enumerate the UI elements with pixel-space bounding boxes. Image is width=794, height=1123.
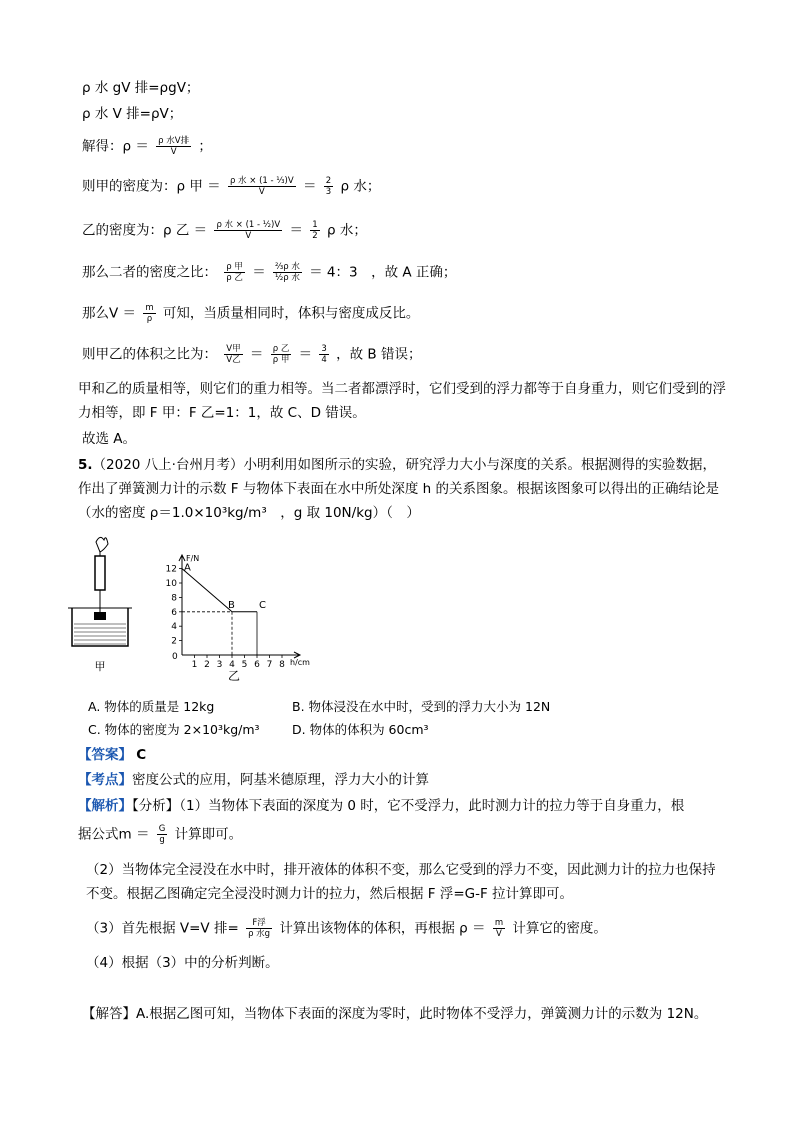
experiment-figure — [60, 530, 330, 685]
formula-text: 那么二者的密度之比： — [82, 264, 217, 281]
formula-text: 据公式m ＝ — [78, 826, 150, 843]
analysis-line-3 — [86, 918, 607, 939]
formula-text: 解得：ρ ＝ — [82, 138, 149, 155]
x-tick-label: 1 — [191, 660, 198, 670]
kaodian-label: 【考点】 — [78, 772, 132, 788]
formula-line-5 — [82, 220, 367, 241]
fraction-numerator: 3 — [321, 344, 327, 354]
fraction-denominator: ρ — [146, 314, 153, 324]
formula-text: 那么V ＝ — [82, 305, 137, 322]
fraction-numerator: 2 — [325, 176, 332, 186]
y-tick-label: 4 — [171, 622, 177, 633]
fraction-denominator: g — [159, 835, 165, 845]
x-tick-label: 3 — [216, 660, 223, 670]
fraction-denominator: V — [496, 929, 502, 939]
point-label-c: C — [259, 599, 266, 611]
fraction-denominator: ρ 乙 — [226, 273, 243, 283]
y-tick-label: 10 — [165, 579, 177, 589]
formula-line-3 — [82, 136, 212, 157]
y-tick-label: 8 — [171, 593, 177, 604]
fraction-numerator: V甲 — [226, 344, 241, 354]
fraction-denominator: V — [245, 231, 252, 241]
fraction — [157, 824, 168, 845]
formula-line-7 — [82, 303, 419, 324]
formula-line-2: ρ 水 V 排=ρV； — [82, 106, 183, 122]
figure-label-right: 乙 — [227, 669, 241, 683]
formula-text: 计算它的密度。 — [512, 920, 607, 937]
formula-text: ＝ — [298, 346, 313, 363]
formula-text: ＝ — [302, 178, 317, 195]
formula-text: 乙的密度为：ρ 乙 ＝ — [82, 222, 208, 239]
fraction — [324, 176, 333, 197]
option-b: B. 物体浸没在水中时，受到的浮力大小为 12N — [292, 699, 551, 714]
x-tick-label: 6 — [254, 660, 260, 670]
kaodian-line — [78, 770, 429, 790]
formula-line-6 — [82, 262, 456, 283]
fraction-numerator: F浮 — [246, 918, 272, 929]
fraction-numerator: ρ 水 × (1 - ½)V — [216, 220, 281, 230]
question-number: 5. — [78, 457, 93, 473]
force-depth-graph — [166, 554, 311, 670]
x-axis-label: h/cm — [290, 658, 310, 667]
x-tick-label: 5 — [241, 660, 248, 670]
analysis-label: 【解析】 — [78, 798, 132, 814]
formula-text: 计算即可。 — [174, 826, 243, 843]
fraction-denominator: V — [258, 187, 265, 197]
analysis-text: 【分析】（1）当物体下表面的深度为 0 时，它不受浮力，此时测力计的拉力等于自身重力，根 — [132, 798, 685, 814]
fraction-denominator: 4 — [321, 355, 327, 365]
formula-text: ＝ — [249, 346, 264, 363]
option-d: D. 物体的体积为 60cm³ — [292, 722, 429, 737]
fraction-numerator: ⅔ρ 水 — [275, 262, 300, 272]
answer-label: 【答案】 — [78, 747, 132, 763]
formula-text: 计算出该物体的体积，再根据 ρ ＝ — [279, 920, 486, 937]
fraction-denominator: ρ 水g — [248, 929, 271, 939]
fraction-numerator: m — [145, 303, 154, 313]
fraction — [143, 303, 155, 324]
fraction — [493, 918, 505, 939]
fraction-denominator: ½ρ 水 — [275, 273, 300, 283]
formula-text: ＝ — [252, 264, 266, 281]
fraction-numerator: G — [158, 824, 166, 834]
fraction — [271, 344, 292, 365]
y-tick-label: 12 — [165, 564, 177, 575]
fraction — [228, 176, 296, 197]
option-c: C. 物体的密度为 2×10³kg/m³ — [88, 722, 260, 737]
x-tick-label: 2 — [204, 660, 210, 670]
analysis-paragraph-2: （2）当物体完全浸没在水中时，排开液体的体积不变，那么它受到的浮力不变，因此测力计的拉力也保持不变。根据乙图确定完全浸没时测力计的拉力，然后根据 F 浮=G-F 拉计算即可。 — [86, 862, 716, 902]
answer-value: C — [136, 747, 147, 763]
formula-text: ＝ — [289, 222, 303, 239]
fraction-numerator: ρ 甲 — [226, 262, 243, 272]
fraction — [224, 262, 245, 283]
conclusion-text: 故选 A。 — [82, 431, 137, 447]
fraction — [319, 344, 328, 365]
fraction — [156, 136, 191, 157]
fraction-denominator: 3 — [325, 187, 332, 197]
fraction — [224, 344, 242, 365]
formula-text: 可知，当质量相同时，体积与密度成反比。 — [162, 305, 420, 322]
option-a: A. 物体的质量是 12kg — [88, 699, 215, 714]
formula-text: ρ 水； — [340, 178, 381, 195]
analysis-line-2 — [78, 824, 242, 845]
fraction-numerator: 1 — [312, 220, 318, 230]
fraction-numerator: ρ 乙 — [272, 344, 290, 354]
fraction-denominator: 2 — [312, 231, 318, 241]
formula-text: ； — [198, 138, 212, 155]
x-tick-label: 7 — [266, 660, 273, 670]
fraction-denominator: V乙 — [226, 355, 241, 365]
formula-text: 则甲乙的体积之比为： — [82, 346, 217, 363]
fraction — [214, 220, 282, 241]
formula-text: ρ 水； — [326, 222, 367, 239]
fraction-numerator: ρ 水V排 — [158, 136, 190, 146]
y-axis-label: F/N — [186, 554, 200, 563]
force-line — [182, 569, 257, 612]
question-5 — [78, 453, 728, 525]
x-tick-label: 4 — [229, 660, 235, 670]
figure-label-left: 甲 — [94, 660, 106, 673]
point-label-b: B — [228, 599, 235, 611]
formula-text: ，故 B 错误； — [336, 346, 422, 363]
kaodian-value: 密度公式的应用，阿基米德原理，浮力大小的计算 — [132, 772, 429, 788]
question-text: 小明利用如图所示的实验，研究浮力大小与深度的关系。根据测得的实验数据，作出了弹簧测力计的示数 F 与物体下表面在水中所处深度 h 的关系图象。根据该图象可以得出的正确结论是（水的密度 ρ＝1.0×10³kg/m³ ，g 取 10N/kg）（ ） — [78, 457, 719, 521]
fraction — [246, 918, 272, 939]
fraction — [310, 220, 319, 241]
analysis-line-1 — [78, 796, 684, 816]
jieda-line: 【解答】A.根据乙图可知，当物体下表面的深度为零时，此时物体不受浮力，弹簧测力计的示数为 12N。 — [82, 1006, 708, 1022]
formula-line-4 — [82, 176, 380, 197]
y-tick-label: 6 — [171, 607, 177, 618]
origin-label: 0 — [172, 652, 178, 662]
fraction-denominator: V — [170, 147, 177, 157]
fraction — [273, 262, 302, 283]
spring-scale-apparatus — [68, 537, 132, 646]
fraction-numerator: ρ 水 × (1 - ⅓)V — [229, 176, 294, 186]
formula-line-1: ρ 水 gV 排=ρgV； — [82, 80, 200, 96]
analysis-line-4: （4）根据（3）中的分析判断。 — [86, 955, 279, 971]
paragraph-mass-equal: 甲和乙的质量相等，则它们的重力相等。当二者都漂浮时，它们受到的浮力都等于自身重力，则它们受到的浮力相等，即 F 甲：F 乙=1：1，故 C、D 错误。 — [78, 381, 726, 421]
formula-text: ＝ 4：3 ，故 A 正确； — [309, 264, 457, 281]
question-source: （2020 八上·台州月考） — [92, 457, 244, 473]
y-tick-label: 2 — [171, 636, 177, 647]
formula-line-8 — [82, 344, 422, 365]
formula-text: （3）首先根据 V=V 排= — [86, 920, 239, 937]
fraction-denominator: ρ 甲 — [272, 355, 290, 365]
formula-text: 则甲的密度为：ρ 甲 ＝ — [82, 178, 221, 195]
x-tick-label: 8 — [279, 660, 285, 670]
point-label-a: A — [184, 562, 191, 574]
answer-line — [78, 745, 146, 765]
fraction-numerator: m — [494, 918, 504, 928]
